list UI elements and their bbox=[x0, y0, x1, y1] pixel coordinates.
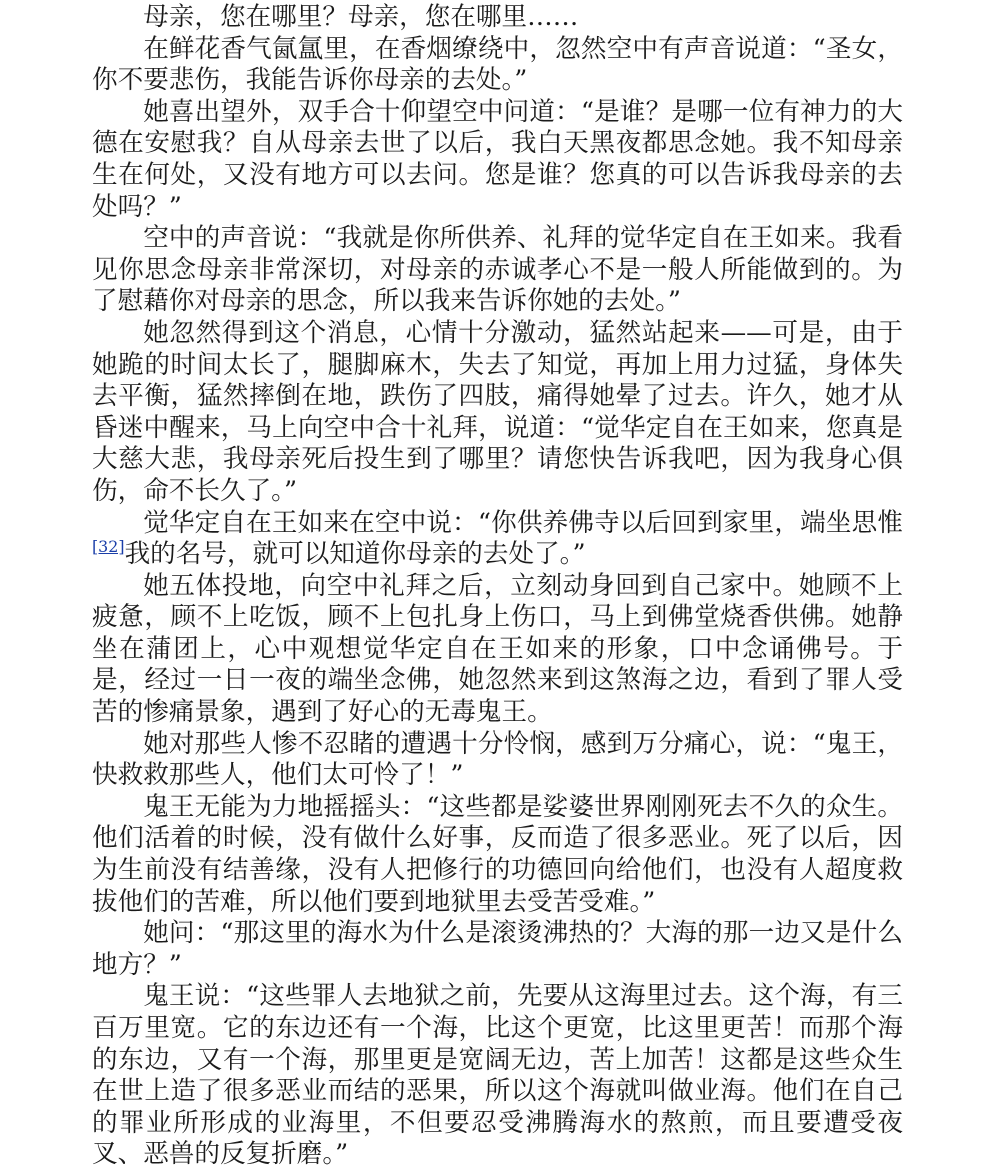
paragraph-1: 母亲，您在哪里？母亲，您在哪里…… bbox=[143, 2, 579, 32]
paragraph-4: 空中的声音说：“我就是你所供养、礼拜的觉华定自在王如来。我看见你思念母亲非常深切，对母亲的赤诚孝心不是一般人所能做到的。为了慰藉你对母亲的思念，所以我来告诉你她的去处。” bbox=[92, 223, 903, 317]
paragraph-6-with-footnote bbox=[92, 508, 903, 571]
paragraph-6-text-after: 我的名号，就可以知道你母亲的去处了。” bbox=[124, 539, 586, 570]
paragraph-3: 她喜出望外，双手合十仰望空中问道：“是谁？是哪一位有神力的大德在安慰我？自从母亲去世了以后，我白天黑夜都思念她。我不知母亲生在何处，又没有地方可以去问。您是谁？您真的可以告诉我母亲的去处吗？” bbox=[92, 96, 903, 222]
paragraph-10: 她问：“那这里的海水为什么是滚烫沸热的？大海的那一边又是什么地方？” bbox=[92, 918, 903, 980]
paragraph-5: 她忽然得到这个消息，心情十分激动，猛然站起来——可是，由于她跪的时间太长了，腿脚麻木，失去了知觉，再加上用力过猛，身体失去平衡，猛然摔倒在地，跌伤了四肢，痛得她晕了过去。许久，她才从昏迷中醒来，马上向空中合十礼拜，说道：“觉华定自在王如来，您真是大慈大悲，我母亲死后投生到了哪里？请您快告诉我吧，因为我身心俱伤，命不长久了。” bbox=[92, 317, 903, 506]
paragraph-6-text-before: 觉华定自在王如来在空中说：“你供养佛寺以后回到家里，端坐思惟 bbox=[143, 507, 903, 538]
paragraph-9: 鬼王无能为力地摇摇头：“这些都是娑婆世界刚刚死去不久的众生。他们活着的时候，没有做什么好事，反而造了很多恶业。死了以后，因为生前没有结善缘，没有人把修行的功德回向给他们，也没有人超度救拔他们的苦难，所以他们要到地狱里去受苦受难。” bbox=[92, 791, 903, 917]
paragraph-2: 在鲜花香气氤氲里，在香烟缭绕中，忽然空中有声音说道：“圣女，你不要悲伤，我能告诉你母亲的去处。” bbox=[92, 33, 903, 96]
footnote-link-32[interactable]: [32] bbox=[92, 537, 125, 557]
paragraph-8: 她对那些人惨不忍睹的遭遇十分怜悯，感到万分痛心，说：“鬼王，快救救那些人，他们太可怜了！” bbox=[92, 728, 903, 791]
paragraph-7: 她五体投地，向空中礼拜之后，立刻动身回到自己家中。她顾不上疲惫，顾不上吃饭，顾不上包扎身上伤口，马上到佛堂烧香供佛。她静坐在蒲团上，心中观想觉华定自在王如来的形象，口中念诵佛号。于是，经过一日一夜的端坐念佛，她忽然来到这煞海之边，看到了罪人受苦的惨痛景象，遇到了好心的无毒鬼王。 bbox=[92, 570, 903, 728]
paragraph-11: 鬼王说：“这些罪人去地狱之前，先要从这海里过去。这个海，有三百万里宽。它的东边还有一个海，比这个更宽，比这里更苦！而那个海的东边，又有一个海，那里更是宽阔无边，苦上加苦！这都是这些众生在世上造了很多恶业而结的恶果，所以这个海就叫做业海。他们在自己的罪业所形成的业海里，不但要忍受沸腾海水的熬煎，而且要遭受夜叉、恶兽的反复折磨。” bbox=[92, 981, 903, 1170]
